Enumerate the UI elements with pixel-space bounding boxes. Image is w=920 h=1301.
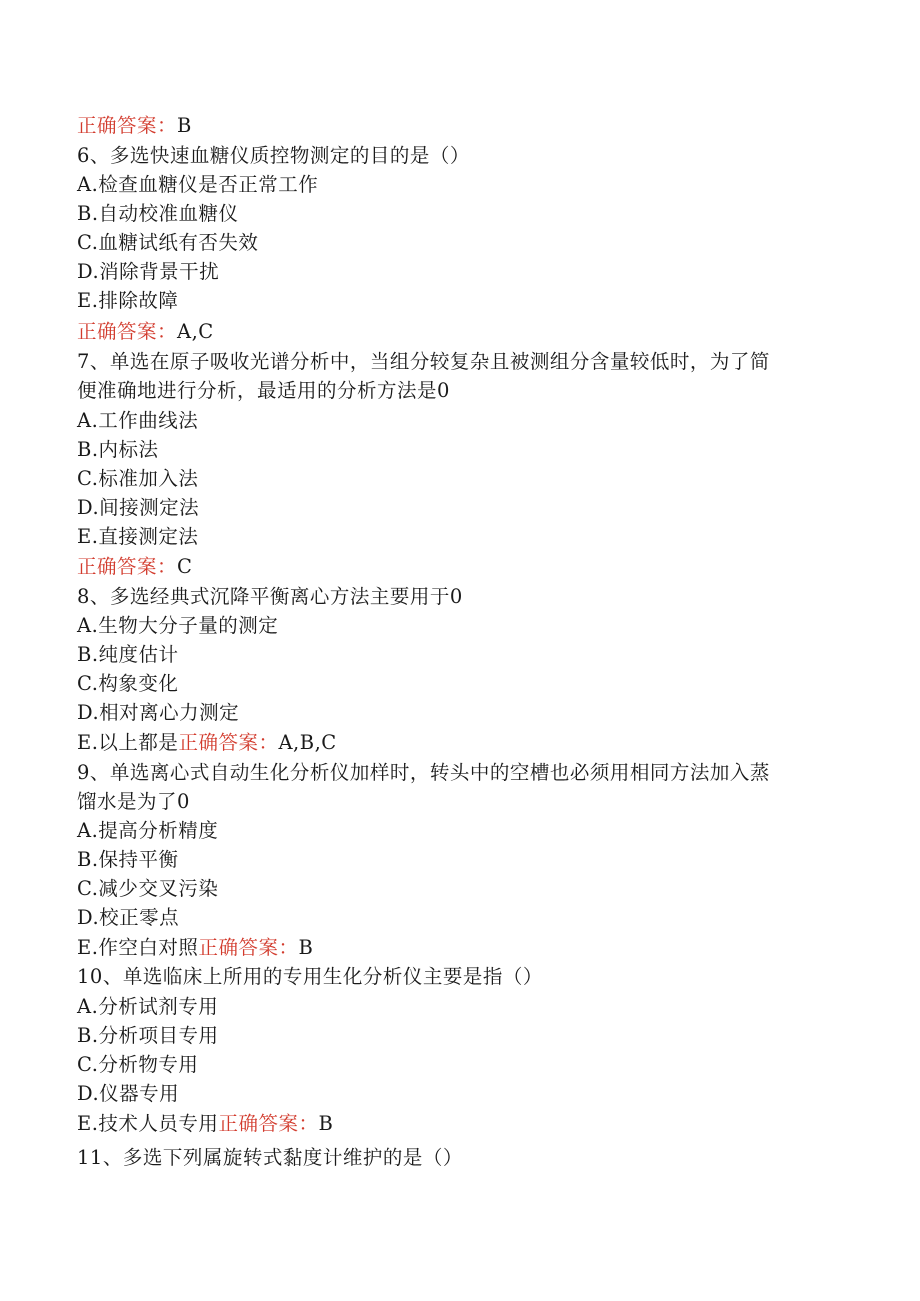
- option-q10-e-with-answer: [77, 1109, 847, 1138]
- option-q8-a: A.生物大分子量的测定: [77, 614, 279, 637]
- option-q6-c: C.血糖试纸有否失效: [77, 231, 259, 254]
- option-q10-e: E.技术人员专用: [77, 1112, 219, 1135]
- option-q9-b: B.保持平衡: [77, 848, 179, 871]
- answer-label: 正确答案：: [77, 555, 178, 578]
- answer-label: 正确答案：: [198, 936, 299, 959]
- answer-label: 正确答案：: [178, 731, 279, 754]
- option-q7-a: A.工作曲线法: [77, 409, 199, 432]
- option-q8-c: C.构象变化: [77, 672, 179, 695]
- answer-label: 正确答案：: [77, 320, 178, 343]
- option-q7-d: D.间接测定法: [77, 496, 200, 519]
- answer-value: C: [177, 555, 193, 578]
- option-q9-a: A.提高分析精度: [77, 819, 219, 842]
- option-q8-e: E.以上都是: [77, 731, 179, 754]
- question-q7-line2: 便准确地进行分析，最适用的分析方法是0: [77, 379, 450, 402]
- option-q10-d: D.仪器专用: [77, 1082, 180, 1105]
- option-q6-a: A.检查血糖仪是否正常工作: [77, 173, 319, 196]
- question-q8: 8、多选经典式沉降平衡离心方法主要用于0: [77, 585, 463, 608]
- question-q10: 10、单选临床上所用的专用生化分析仪主要是指（）: [77, 965, 543, 988]
- question-q11: 11、多选下列属旋转式黏度计维护的是（）: [77, 1146, 463, 1169]
- question-q9-line1: 9、单选离心式自动生化分析仪加样时，转头中的空槽也必须用相同方法加入蒸: [77, 761, 770, 784]
- option-q10-a: A.分析试剂专用: [77, 995, 219, 1018]
- answer-line-q7: [77, 552, 847, 581]
- option-q9-d: D.校正零点: [77, 906, 180, 929]
- option-q9-e-with-answer: [77, 933, 847, 962]
- answer-line-q5: [77, 111, 847, 140]
- option-q7-b: B.内标法: [77, 438, 159, 461]
- option-q7-e: E.直接测定法: [77, 525, 199, 548]
- option-q8-e-with-answer: [77, 728, 847, 757]
- option-q9-e: E.作空白对照: [77, 936, 199, 959]
- option-q10-c: C.分析物专用: [77, 1053, 199, 1076]
- answer-label: 正确答案：: [218, 1112, 319, 1135]
- option-q10-b: B.分析项目专用: [77, 1024, 219, 1047]
- question-q9-line2: 馏水是为了0: [77, 790, 190, 813]
- question-q7-line1: 7、单选在原子吸收光谱分析中，当组分较复杂且被测组分含量较低时，为了简: [77, 350, 770, 373]
- answer-label: 正确答案：: [77, 114, 178, 137]
- option-q7-c: C.标准加入法: [77, 467, 199, 490]
- option-q8-d: D.相对离心力测定: [77, 701, 240, 724]
- option-q6-d: D.消除背景干扰: [77, 260, 220, 283]
- answer-value: A,B,C: [278, 731, 337, 754]
- answer-value: A,C: [177, 320, 214, 343]
- answer-value: B: [298, 936, 314, 959]
- option-q6-b: B.自动校准血糖仪: [77, 202, 239, 225]
- option-q6-e: E.排除故障: [77, 289, 179, 312]
- answer-value: B: [177, 114, 192, 137]
- question-q6: 6、多选快速血糖仪质控物测定的目的是（）: [77, 144, 470, 167]
- option-q9-c: C.减少交叉污染: [77, 877, 219, 900]
- answer-line-q6: [77, 317, 847, 346]
- answer-value: B: [318, 1112, 334, 1135]
- option-q8-b: B.纯度估计: [77, 643, 179, 666]
